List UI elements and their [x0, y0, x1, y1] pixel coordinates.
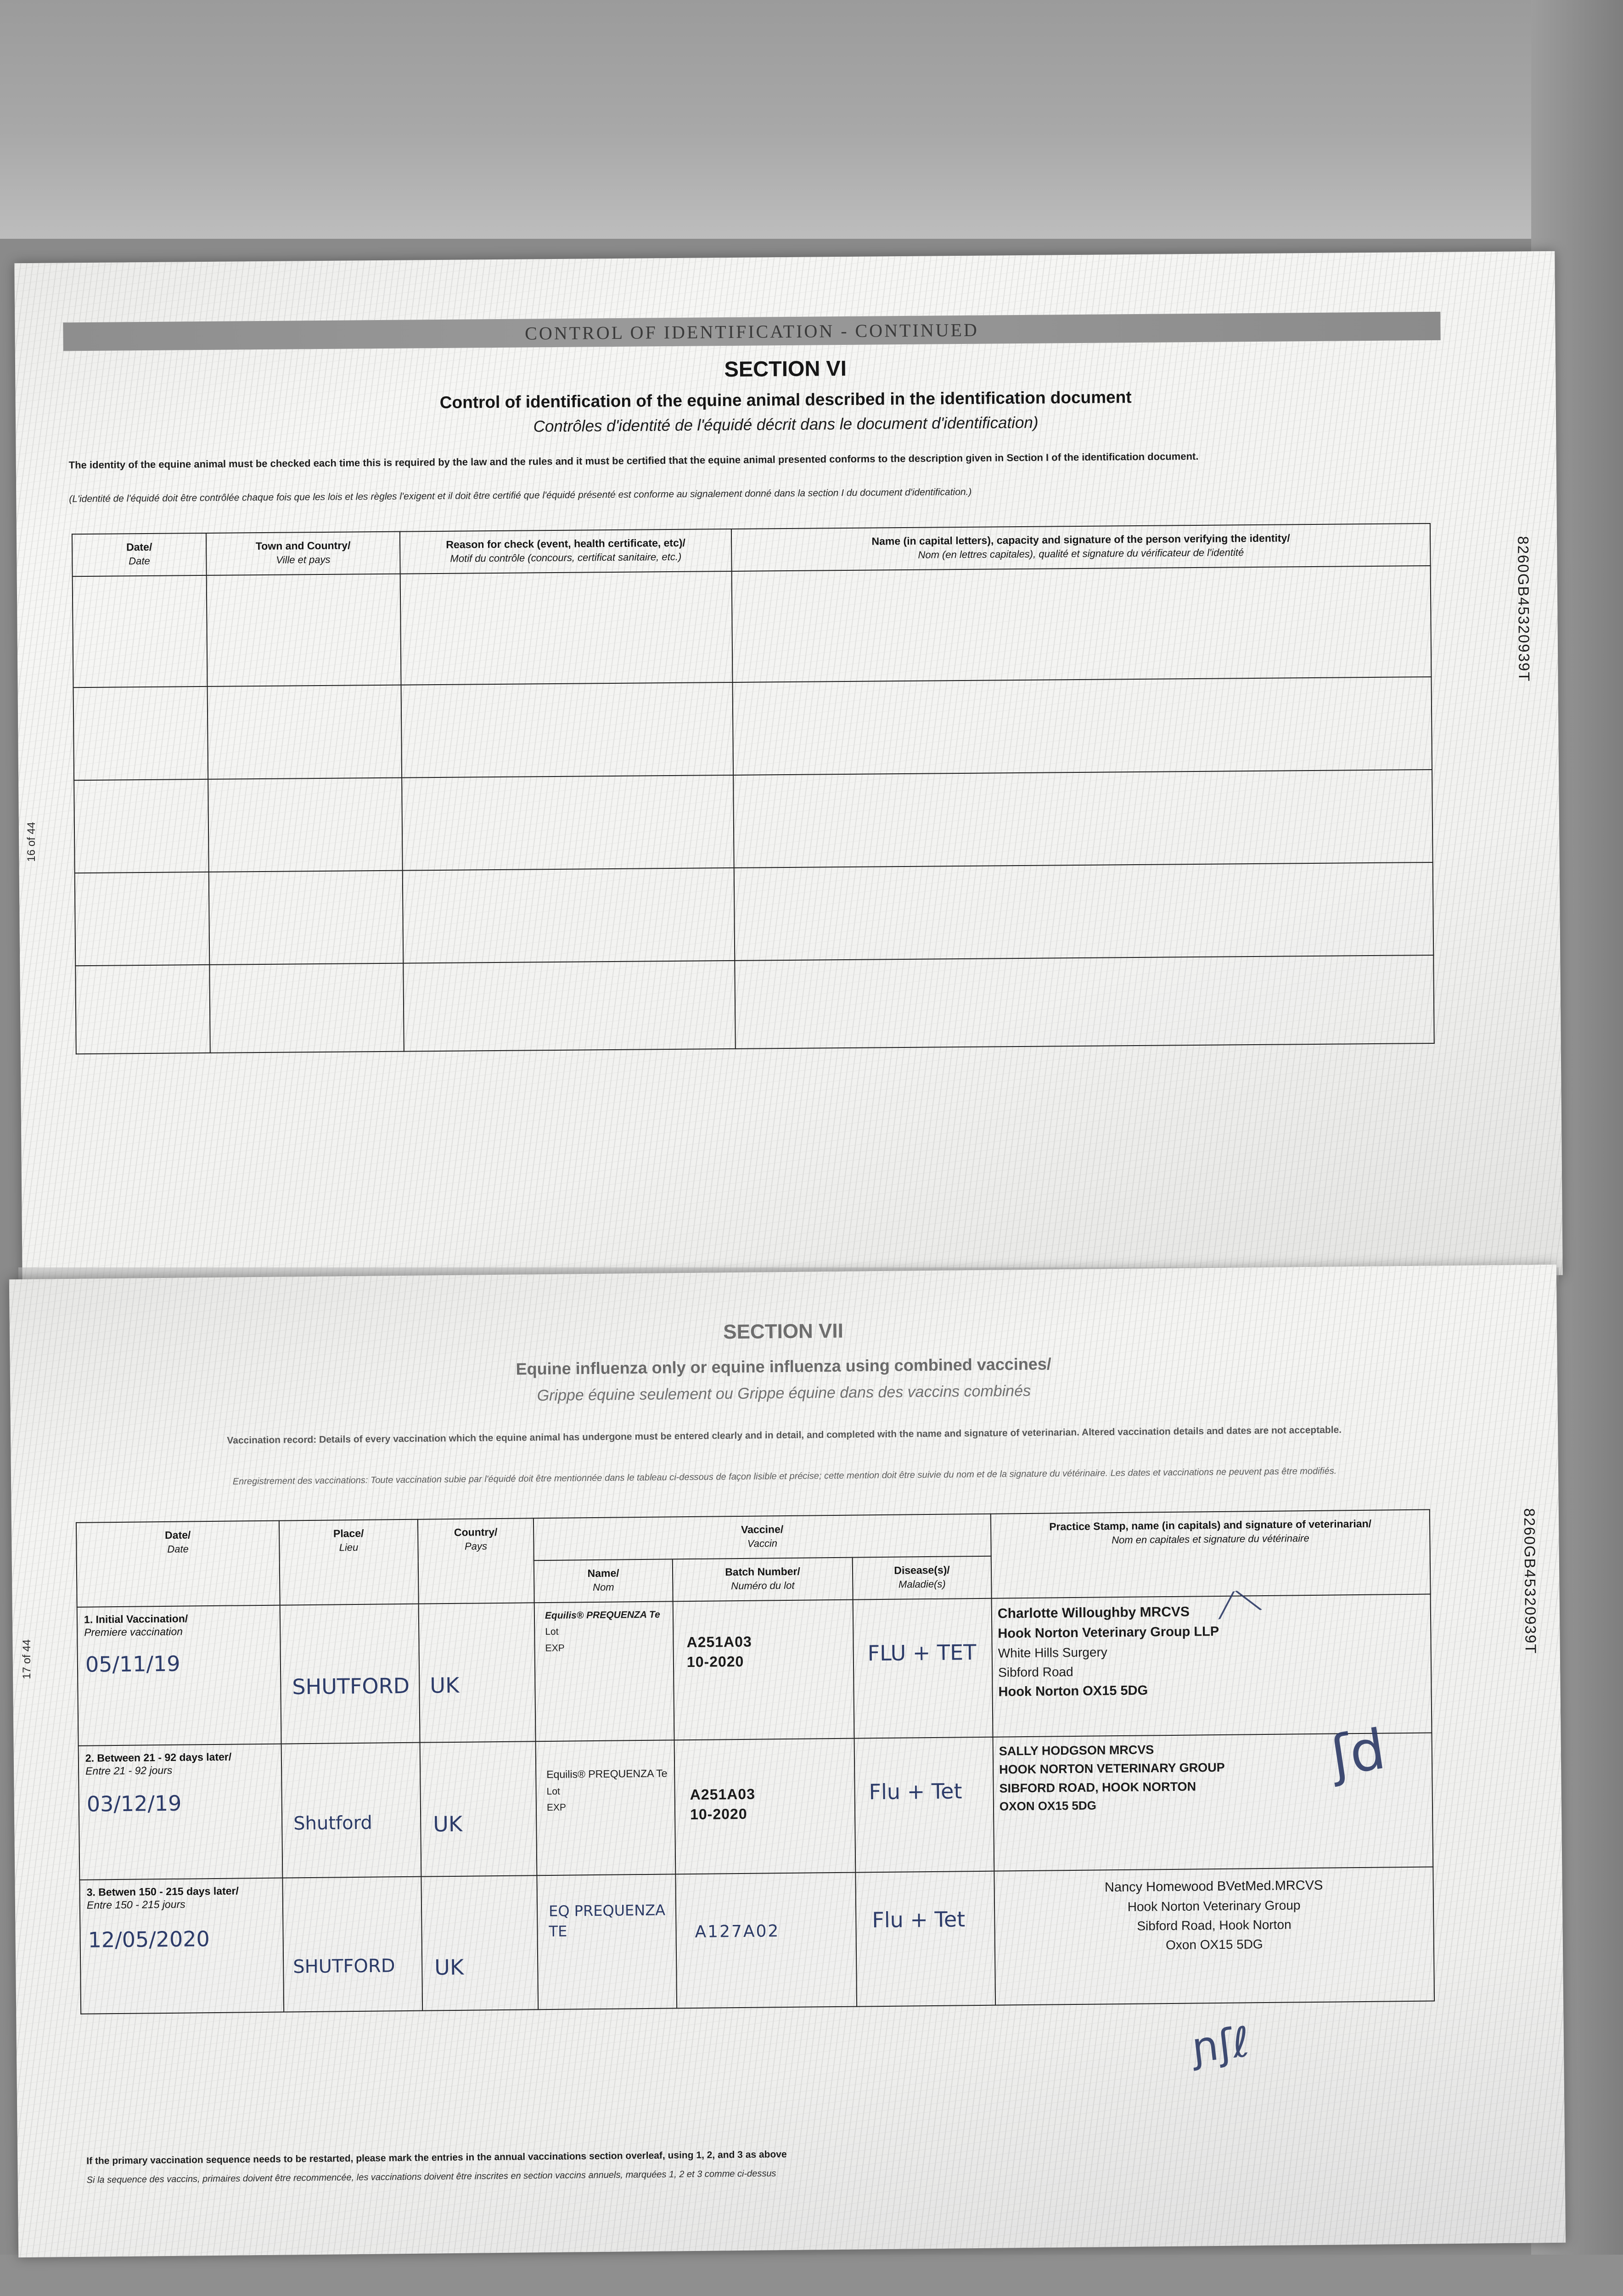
- stamp-line: SIBFORD ROAD, HOOK NORTON: [999, 1779, 1196, 1795]
- stamp-line: Sibford Road, Hook Norton: [1137, 1917, 1292, 1933]
- row-2-batch-number[interactable]: A251A03: [690, 1785, 756, 1803]
- row-1-country-value[interactable]: UK: [430, 1672, 460, 1698]
- col-practice-stamp: Practice Stamp, name (in capitals) and signature of veterinarian/ Nom en capitales et signature du vétérinaire: [1049, 1517, 1372, 1546]
- row-2-vaccine-name: Equilis® PREQUENZA Te Lot EXP: [546, 1767, 668, 1813]
- row-2-disease-value[interactable]: Flu + Tet: [869, 1778, 962, 1804]
- row-1-disease-value[interactable]: FLU + TET: [867, 1639, 977, 1666]
- stamp-line: Hook Norton Veterinary Group: [1127, 1898, 1301, 1914]
- vaccination-row[interactable]: [79, 1733, 1433, 1880]
- cell-verifier[interactable]: [733, 677, 1432, 775]
- cell-town[interactable]: [208, 685, 402, 779]
- cell-town[interactable]: [209, 963, 404, 1052]
- section-vii-number: SECTION VII: [723, 1319, 844, 1344]
- stamp-line: HOOK NORTON VETERINARY GROUP: [999, 1760, 1225, 1777]
- stamp-line: White Hills Surgery: [998, 1645, 1107, 1660]
- table-row[interactable]: [75, 955, 1434, 1054]
- row-3-vaccine-name[interactable]: EQ PREQUENZA TE: [548, 1901, 666, 1941]
- col-batch-number: Batch Number/ Numéro du lot: [725, 1565, 800, 1592]
- cell-verifier[interactable]: [732, 566, 1432, 682]
- vaccination-note-en: Vaccination record: Details of every vaccination which the equine animal has undergone must be entered clearly and in detail, and completed with the name and signature of veterinarian. Altered vaccination details and dates are not acceptable.: [227, 1424, 1342, 1446]
- row-2-label: 2. Between 21 - 92 days later/ Entre 21 - 92 jours: [85, 1750, 232, 1777]
- cell-date[interactable]: [73, 575, 208, 687]
- document-side-code: 8260GB45320939T: [1521, 1508, 1539, 1654]
- cell-reason[interactable]: [401, 682, 734, 778]
- row-3-place-value[interactable]: SHUTFORD: [293, 1955, 395, 1977]
- cell-reason[interactable]: [402, 775, 734, 871]
- col-date: Date/ Date: [126, 540, 152, 567]
- page-number-bottom: 17 of 44: [21, 1639, 33, 1679]
- cell-verifier[interactable]: [733, 770, 1433, 868]
- signature-mark: ⟋⟍: [1211, 1580, 1264, 1627]
- cell-reason[interactable]: [403, 868, 735, 963]
- page-number-top: 16 of 44: [25, 822, 38, 862]
- cell-date[interactable]: [73, 687, 208, 780]
- col-vaccine: Vaccine/ Vaccin: [741, 1523, 784, 1549]
- vaccination-footnote-en: If the primary vaccination sequence needs to be restarted, please mark the entries in the annual vaccinations section overleaf, using 1, 2, and 3 as above: [86, 2149, 787, 2167]
- table-row[interactable]: [73, 677, 1432, 780]
- cell-reason[interactable]: [400, 571, 733, 685]
- passport-page-section-vii: [9, 1265, 1566, 2257]
- cell-town[interactable]: [209, 870, 404, 964]
- section-vii-title-fr: Grippe équine seulement ou Grippe équine dans des vaccins combinés: [537, 1382, 1031, 1405]
- table-row[interactable]: [75, 862, 1433, 966]
- row-2-country-value[interactable]: UK: [433, 1811, 463, 1836]
- vaccination-note-fr: Enregistrement des vaccinations: Toute vaccination subie par l'équidé doit être mentionnée dans le tableau ci-dessous de façon lisible et précise; cette mention doit être suivie du nom et de la signature du vétérinaire. Les dates et vaccinations ne peuvent pas être modifiés.: [232, 1466, 1337, 1487]
- stamp-line: Hook Norton Veterinary Group LLP: [998, 1624, 1219, 1641]
- col-place: Place/ Lieu: [333, 1527, 364, 1553]
- stamp-line: Sibford Road: [998, 1665, 1073, 1680]
- row-1-date-value[interactable]: 05/11/19: [85, 1651, 180, 1677]
- col-disease: Disease(s)/ Maladie(s): [894, 1564, 950, 1590]
- row-3-practice-stamp: [994, 1867, 1433, 1961]
- section-vi-paragraph-en: The identity of the equine animal must be checked each time this is required by the law and the rules and it must be certified that the equine animal presented conforms to the description given in Section I of the identification document.: [68, 450, 1199, 471]
- row-2-batch-expiry[interactable]: 10-2020: [690, 1805, 747, 1823]
- row-2-date-value[interactable]: 03/12/19: [86, 1790, 182, 1817]
- row-1-label: 1. Initial Vaccination/ Premiere vaccination: [84, 1612, 188, 1639]
- background-top: [0, 0, 1623, 239]
- cell-verifier[interactable]: [735, 955, 1434, 1049]
- stamp-line: Charlotte Willoughby MRCVS: [997, 1604, 1190, 1621]
- signature-mark: ʃd: [1327, 1717, 1390, 1789]
- document-side-code: 8260GB45320939T: [1515, 536, 1533, 682]
- section-vi-title-en: Control of identification of the equine animal described in the identification document: [439, 388, 1132, 412]
- row-3-disease-value[interactable]: Flu + Tet: [872, 1906, 966, 1932]
- cell-reason[interactable]: [403, 961, 735, 1052]
- cell-town[interactable]: [207, 574, 401, 686]
- vaccination-record-table: [76, 1509, 1435, 2015]
- cell-verifier[interactable]: [734, 862, 1434, 961]
- row-3-label: 3. Betwen 150 - 215 days later/ Entre 150 - 215 jours: [86, 1885, 239, 1911]
- row-3-batch-number[interactable]: A127A02: [695, 1921, 780, 1941]
- passport-page-section-vi: [14, 251, 1562, 1287]
- section-vi-number: SECTION VI: [724, 355, 847, 382]
- identification-check-table: [72, 523, 1435, 1054]
- cell-town[interactable]: [208, 777, 403, 872]
- background-bottom: [0, 2255, 1623, 2296]
- stamp-line: Hook Norton OX15 5DG: [998, 1683, 1148, 1699]
- col-verifier: Name (in capital letters), capacity and signature of the person verifying the identity/ Nom (en lettres capitales), qualité et signature du vérificateur de l'identité: [871, 532, 1290, 561]
- row-1-batch-number[interactable]: A251A03: [686, 1633, 752, 1650]
- section-vi-title-fr: Contrôles d'identité de l'équidé décrit dans le document d'identification): [533, 413, 1039, 436]
- section-banner: [63, 312, 1440, 351]
- cell-date[interactable]: [75, 965, 210, 1054]
- table-row[interactable]: [73, 566, 1432, 687]
- col-town-country: Town and Country/ Ville et pays: [255, 539, 351, 566]
- row-2-place-value[interactable]: Shutford: [293, 1812, 372, 1834]
- signature-mark: ɲʃℓ: [1189, 2018, 1252, 2072]
- vaccination-footnote-fr: Si la sequence des vaccins, primaires doivent être recommencée, les vaccinations doivent être inscrites en section vaccins annuels, marquées 1, 2 et 3 comme ci-dessus: [86, 2168, 776, 2185]
- col-reason: Reason for check (event, health certificate, etc)/ Motif du contrôle (concours, certificat sanitaire, etc.): [446, 536, 685, 564]
- table-header-row: [76, 1510, 1430, 1565]
- row-1-batch-expiry[interactable]: 10-2020: [686, 1653, 744, 1670]
- stamp-line: Nancy Homewood BVetMed.MRCVS: [1104, 1878, 1323, 1895]
- section-vii-title-en: Equine influenza only or equine influenza using combined vaccines/: [516, 1354, 1052, 1379]
- table-row[interactable]: [74, 770, 1432, 873]
- cell-date[interactable]: [74, 779, 209, 873]
- section-banner-text: CONTROL OF IDENTIFICATION - CONTINUED: [525, 319, 979, 343]
- row-3-date-value[interactable]: 12/05/2020: [88, 1926, 210, 1953]
- row-3-country-value[interactable]: UK: [434, 1954, 464, 1980]
- stamp-line: OXON OX15 5DG: [999, 1798, 1097, 1813]
- row-1-vaccine-name: Equilis® PREQUENZA Te Lot EXP: [545, 1609, 660, 1654]
- col-country: Country/ Pays: [454, 1526, 498, 1552]
- cell-date[interactable]: [75, 872, 210, 966]
- row-1-place-value[interactable]: SHUTFORD: [292, 1673, 410, 1699]
- col-date: Date/ Date: [164, 1529, 191, 1555]
- vaccination-row[interactable]: [79, 1867, 1434, 2014]
- section-vi-paragraph-fr: (L'identité de l'équidé doit être contrôlée chaque fois que les lois et les règles l'exigent et il doit être certifié que l'équidé présenté est conforme au signalement donné dans la section I du document d'identification.): [69, 486, 972, 505]
- col-vaccine-name: Name/ Nom: [587, 1567, 619, 1593]
- stamp-line: Oxon OX15 5DG: [1165, 1937, 1263, 1953]
- stamp-line: SALLY HODGSON MRCVS: [999, 1742, 1154, 1758]
- row-1-practice-stamp: [992, 1594, 1431, 1707]
